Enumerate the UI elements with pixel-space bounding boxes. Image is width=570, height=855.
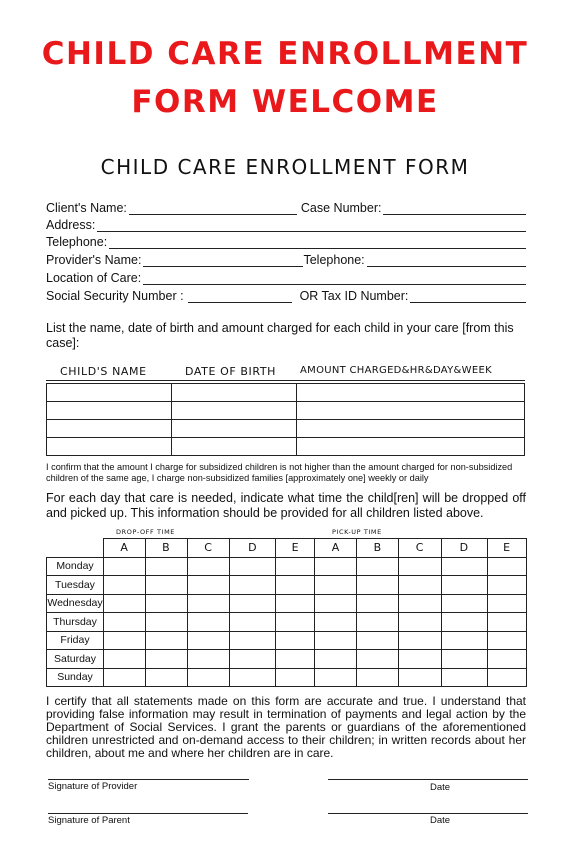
time-cell[interactable]: [276, 650, 315, 669]
time-cell[interactable]: [145, 613, 187, 632]
dropoff-col-b: B: [145, 539, 187, 558]
time-cell[interactable]: [487, 668, 526, 687]
telephone-field[interactable]: [109, 236, 526, 249]
provider-name-field[interactable]: [143, 254, 303, 267]
form-title: CHILD CARE ENROLLMENT FORM: [100, 155, 470, 179]
child-name-cell[interactable]: [47, 438, 172, 456]
pickup-col-c: C: [399, 539, 441, 558]
time-cell[interactable]: [187, 631, 229, 650]
time-cell[interactable]: [145, 631, 187, 650]
table-row: [47, 402, 525, 420]
schedule-row-tuesday: [47, 576, 527, 595]
day-label: Tuesday: [47, 576, 104, 595]
time-cell[interactable]: [230, 613, 276, 632]
banner-line-1: CHILD CARE ENROLLMENT: [41, 36, 529, 72]
pickup-col-b: B: [357, 539, 399, 558]
parent-signature-line[interactable]: [48, 813, 248, 814]
provider-date-line[interactable]: [328, 779, 528, 780]
day-label: Friday: [47, 631, 104, 650]
time-cell[interactable]: [187, 594, 229, 613]
address-row: [46, 216, 526, 232]
provider-row: [46, 251, 526, 267]
ssn-field[interactable]: [188, 290, 292, 303]
time-cell[interactable]: [230, 576, 276, 595]
time-cell[interactable]: [399, 631, 441, 650]
time-cell[interactable]: [441, 576, 487, 595]
schedule-row-monday: [47, 557, 527, 576]
children-instructions: List the name, date of birth and amount charged for each child in your care [from this case]:: [46, 321, 514, 350]
time-cell[interactable]: [104, 557, 146, 576]
provider-telephone-field[interactable]: [367, 254, 526, 267]
time-cell[interactable]: [487, 613, 526, 632]
confirm-note: I confirm that the amount I charge for subsidized children is not higher than the amount charged for non-subsidized children of the same age, I charge non-subsidized families [approximately one] weekly or daily: [46, 462, 513, 483]
amount-cell[interactable]: [297, 384, 525, 402]
time-cell[interactable]: [104, 594, 146, 613]
dropoff-col-e: E: [276, 539, 315, 558]
time-cell[interactable]: [487, 557, 526, 576]
time-cell[interactable]: [230, 668, 276, 687]
time-cell[interactable]: [187, 650, 229, 669]
certification-text: I certify that all statements made on this form are accurate and true. I understand that providing false information may result in termination of payments and legal action by the Department of Social Services. I grant the parents or guardians of the aforementioned children unrestricted and on-demand access to their children; in written records about her children, about me and where her children are in care.: [46, 694, 526, 760]
table-row: [47, 384, 525, 402]
time-cell[interactable]: [104, 650, 146, 669]
time-cell[interactable]: [276, 668, 315, 687]
schedule-row-friday: [47, 631, 527, 650]
address-field[interactable]: [97, 219, 526, 232]
schedule-letter-row: [47, 539, 527, 558]
client-name-field[interactable]: [129, 202, 297, 215]
time-cell[interactable]: [187, 668, 229, 687]
dropoff-header: DROP-OFF TIME: [116, 528, 176, 536]
time-cell[interactable]: [487, 631, 526, 650]
time-cell[interactable]: [315, 576, 357, 595]
day-label: Sunday: [47, 668, 104, 687]
case-number-field[interactable]: [383, 202, 526, 215]
dob-cell[interactable]: [172, 438, 297, 456]
amount-cell[interactable]: [297, 420, 525, 438]
time-cell[interactable]: [315, 594, 357, 613]
time-cell[interactable]: [315, 650, 357, 669]
day-label: Wednesday: [47, 594, 104, 613]
time-cell[interactable]: [315, 557, 357, 576]
time-cell[interactable]: [399, 576, 441, 595]
time-cell[interactable]: [104, 576, 146, 595]
amount-header: AMOUNT CHARGED&HR&DAY&WEEK: [300, 365, 492, 376]
tax-id-label: OR Tax ID Number:: [299, 289, 409, 303]
amount-cell[interactable]: [297, 438, 525, 456]
schedule-row-thursday: [47, 613, 527, 632]
child-name-header: CHILD'S NAME: [60, 365, 147, 378]
time-cell[interactable]: [441, 613, 487, 632]
time-cell[interactable]: [230, 594, 276, 613]
time-cell[interactable]: [315, 613, 357, 632]
telephone-label: Telephone:: [46, 235, 108, 249]
time-cell[interactable]: [357, 650, 399, 669]
time-cell[interactable]: [145, 650, 187, 669]
pickup-col-d: D: [441, 539, 487, 558]
time-cell[interactable]: [399, 594, 441, 613]
ssn-row: [46, 287, 526, 303]
schedule-row-sunday: [47, 668, 527, 687]
time-cell[interactable]: [145, 557, 187, 576]
children-table: [46, 383, 525, 456]
provider-telephone-label: Telephone:: [303, 253, 365, 267]
time-cell[interactable]: [487, 650, 526, 669]
time-cell[interactable]: [230, 631, 276, 650]
location-row: [46, 269, 526, 285]
location-label: Location of Care:: [46, 271, 142, 285]
address-label: Address:: [46, 218, 96, 232]
day-label: Monday: [47, 557, 104, 576]
provider-signature-line[interactable]: [48, 779, 249, 780]
time-cell[interactable]: [276, 576, 315, 595]
time-cell[interactable]: [276, 594, 315, 613]
time-cell[interactable]: [441, 650, 487, 669]
day-label: Saturday: [47, 650, 104, 669]
time-cell[interactable]: [441, 631, 487, 650]
telephone-row: [46, 233, 526, 249]
time-cell[interactable]: [276, 631, 315, 650]
provider-name-label: Provider's Name:: [46, 253, 142, 267]
time-cell[interactable]: [399, 613, 441, 632]
dropoff-col-d: D: [230, 539, 276, 558]
amount-cell[interactable]: [297, 402, 525, 420]
banner-line-2: FORM WELCOME: [131, 84, 439, 120]
day-label: Thursday: [47, 613, 104, 632]
corner-cell: [47, 539, 104, 558]
time-cell[interactable]: [104, 631, 146, 650]
parent-date-line[interactable]: [328, 813, 528, 814]
child-name-cell[interactable]: [47, 402, 172, 420]
time-cell[interactable]: [487, 576, 526, 595]
dropoff-col-c: C: [187, 539, 229, 558]
time-cell[interactable]: [315, 631, 357, 650]
case-number-label: Case Number:: [300, 201, 382, 215]
time-cell[interactable]: [399, 668, 441, 687]
time-cell[interactable]: [187, 576, 229, 595]
time-cell[interactable]: [399, 557, 441, 576]
time-cell[interactable]: [145, 576, 187, 595]
time-cell[interactable]: [104, 613, 146, 632]
pickup-header: PICK-UP TIME: [332, 528, 382, 536]
time-cell[interactable]: [399, 650, 441, 669]
time-cell[interactable]: [230, 650, 276, 669]
dropoff-instructions: For each day that care is needed, indicate what time the child[ren] will be dropped off and picked up. This information should be provided for all children listed above.: [46, 491, 526, 520]
time-cell[interactable]: [441, 668, 487, 687]
time-cell[interactable]: [104, 668, 146, 687]
parent-date-label: Date: [430, 815, 451, 826]
time-cell[interactable]: [357, 613, 399, 632]
time-cell[interactable]: [441, 594, 487, 613]
ssn-label: Social Security Number :: [46, 289, 184, 303]
time-cell[interactable]: [230, 557, 276, 576]
time-cell[interactable]: [357, 557, 399, 576]
dob-cell[interactable]: [172, 384, 297, 402]
table-row: [47, 420, 525, 438]
parent-signature-label: Signature of Parent: [48, 815, 130, 826]
pickup-col-e: E: [487, 539, 526, 558]
table-row: [47, 438, 525, 456]
schedule-table: [46, 538, 527, 687]
client-name-label: Client's Name:: [46, 201, 127, 215]
time-cell[interactable]: [357, 594, 399, 613]
client-row: [46, 199, 526, 215]
time-cell[interactable]: [187, 557, 229, 576]
dob-header: DATE OF BIRTH: [185, 365, 277, 378]
time-cell[interactable]: [145, 668, 187, 687]
provider-date-label: Date: [430, 782, 451, 793]
time-cell[interactable]: [487, 594, 526, 613]
schedule-row-wednesday: [47, 594, 527, 613]
time-cell[interactable]: [441, 557, 487, 576]
time-cell[interactable]: [357, 668, 399, 687]
child-name-cell[interactable]: [47, 420, 172, 438]
time-cell[interactable]: [187, 613, 229, 632]
time-cell[interactable]: [276, 557, 315, 576]
child-name-cell[interactable]: [47, 384, 172, 402]
location-field[interactable]: [143, 272, 526, 285]
time-cell[interactable]: [315, 668, 357, 687]
time-cell[interactable]: [145, 594, 187, 613]
provider-signature-label: Signature of Provider: [48, 781, 138, 792]
pickup-col-a: A: [315, 539, 357, 558]
dropoff-col-a: A: [104, 539, 146, 558]
tax-id-field[interactable]: [410, 290, 526, 303]
time-cell[interactable]: [276, 613, 315, 632]
children-header-rule: [46, 380, 525, 381]
schedule-row-saturday: [47, 650, 527, 669]
dob-cell[interactable]: [172, 420, 297, 438]
time-cell[interactable]: [357, 576, 399, 595]
page-banner: [0, 30, 570, 126]
dob-cell[interactable]: [172, 402, 297, 420]
time-cell[interactable]: [357, 631, 399, 650]
